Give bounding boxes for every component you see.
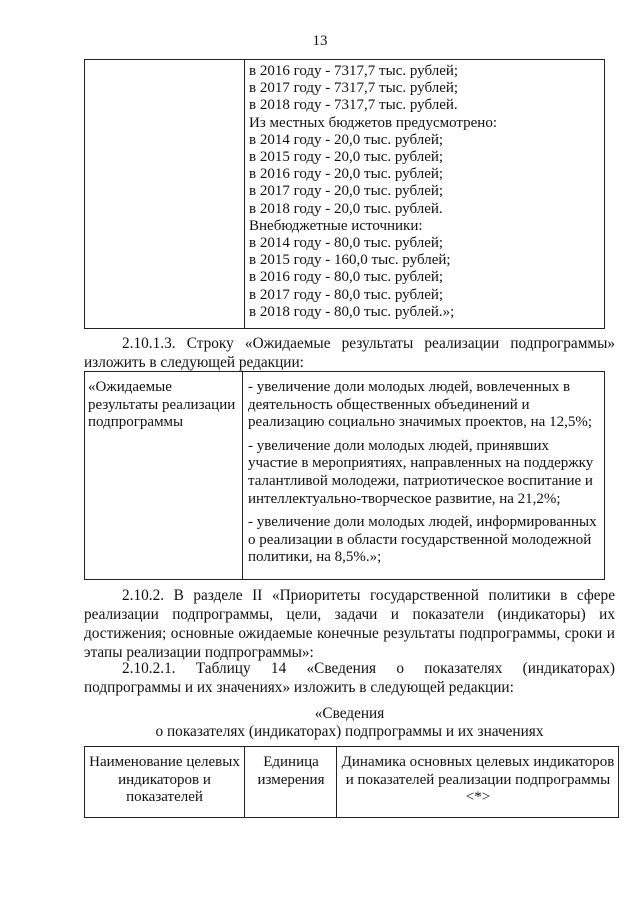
paragraph-text: 2.10.2. В разделе II «Приоритеты государственной политики в сфере реализации подпрограммы, цели, задачи и показатели (индикаторы) их достижения; основные ожидаемые конечные результаты подпрограммы, сроки и этапы реализации подпрограммы»: xyxy=(84,587,615,661)
paragraph-text: 2.10.1.3. Строку «Ожидаемые результаты реализации подпрограммы» изложить в следующей редакции: xyxy=(84,335,615,371)
funding-line: в 2015 году - 160,0 тыс. рублей; xyxy=(249,252,451,269)
funding-line: в 2016 году - 7317,7 тыс. рублей; xyxy=(249,63,459,79)
header-dynamics: Динамика основных целевых индикаторов и показателей реализации подпрограммы <*> xyxy=(341,754,615,806)
paragraph-2-10-1-3 xyxy=(84,334,615,372)
expected-results-table xyxy=(84,371,605,580)
funding-line: в 2016 году - 80,0 тыс. рублей; xyxy=(249,269,444,286)
header-unit: Единица измерения xyxy=(257,754,325,788)
result-item: - увеличение доли молодых людей, информированных о реализации в области государственной молодежной политики, на 8,5%.»; xyxy=(248,514,597,566)
funding-line: Из местных бюджетов предусмотрено: xyxy=(249,114,497,131)
table-column-divider xyxy=(242,372,243,579)
results-items xyxy=(248,379,600,573)
indicators-table-header xyxy=(84,746,619,818)
table-column-divider xyxy=(244,747,245,817)
funding-line: в 2018 году - 80,0 тыс. рублей.»; xyxy=(249,303,455,320)
table-column-divider xyxy=(244,60,245,328)
results-label: «Ожидаемые результаты реализации подпрограммы xyxy=(88,379,236,431)
funding-lines xyxy=(249,63,600,321)
funding-line: в 2018 году - 7317,7 тыс. рублей. xyxy=(249,97,458,114)
paragraph-2-10-2-1 xyxy=(84,659,615,697)
table-title-line-1: «Сведения xyxy=(314,705,385,722)
paragraph-text: 2.10.2.1. Таблицу 14 «Сведения о показателях (индикаторах) подпрограммы и их значениях» изложить в следующей редакции: xyxy=(84,660,615,696)
header-indicator-name: Наименование целевых индикаторов и показателей xyxy=(89,754,240,806)
funding-line: в 2015 году - 20,0 тыс. рублей; xyxy=(249,149,444,166)
funding-line: Внебюджетные источники: xyxy=(249,217,423,234)
funding-line: в 2014 году - 80,0 тыс. рублей; xyxy=(249,235,444,252)
funding-line: в 2018 году - 20,0 тыс. рублей. xyxy=(249,200,443,217)
funding-line: в 2017 году - 20,0 тыс. рублей; xyxy=(249,183,444,200)
funding-line: в 2017 году - 80,0 тыс. рублей; xyxy=(249,286,444,303)
paragraph-2-10-2 xyxy=(84,586,615,662)
result-item: - увеличение доли молодых людей, принявших участие в мероприятиях, направленных на поддержку талантливой молодежи, патриотическое воспитание и интеллектуально-творческое развитие, на 21,2%; xyxy=(248,437,594,507)
table-column-divider xyxy=(336,747,337,817)
table-title-line-2: о показателях (индикаторах) подпрограммы и их значениях xyxy=(155,723,544,740)
result-item: - увеличение доли молодых людей, вовлеченных в деятельность общественных объединений и реализацию социально значимых проектов, на 12,5%; xyxy=(248,379,592,431)
funding-line: в 2017 году - 7317,7 тыс. рублей; xyxy=(249,80,459,97)
page-number: 13 xyxy=(312,33,328,49)
funding-line: в 2014 году - 20,0 тыс. рублей; xyxy=(249,131,444,148)
funding-table-continuation xyxy=(84,59,605,329)
funding-line: в 2016 году - 20,0 тыс. рублей; xyxy=(249,166,444,183)
